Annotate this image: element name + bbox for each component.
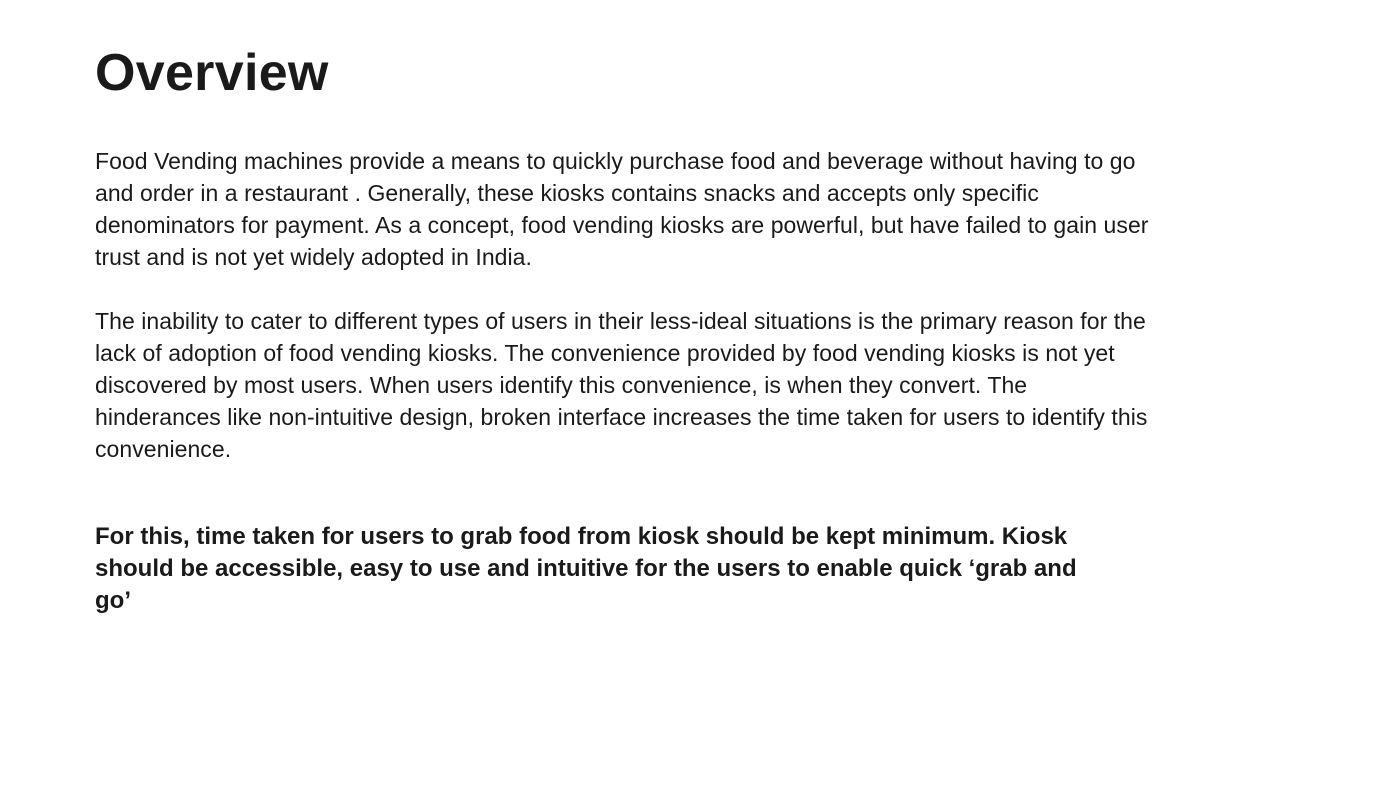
intro-paragraph: Food Vending machines provide a means to quickly purchase food and beverage without having to go and order in a restaurant . Generally, these kiosks contains snacks and accepts only specific denominators for payment. As a concept, food vending kiosks are powerful, but have failed to gain user trust and is not yet widely adopted in India. [95,148,1149,270]
goal-statement: For this, time taken for users to grab food from kiosk should be kept minimum. Kiosk should be accessible, easy to use and intuitive for the users to enable quick ‘grab and go’ [95,523,1077,614]
page-title: Overview [95,44,329,102]
overview-section [95,38,1155,617]
problem-paragraph: The inability to cater to different types of users in their less-ideal situations is the primary reason for the lack of adoption of food vending kiosks. The convenience provided by food vending kiosks is not yet discovered by most users. When users identify this convenience, is when they convert. The hinderances like non-intuitive design, broken interface increases the time taken for users to identify this convenience. [95,308,1148,462]
